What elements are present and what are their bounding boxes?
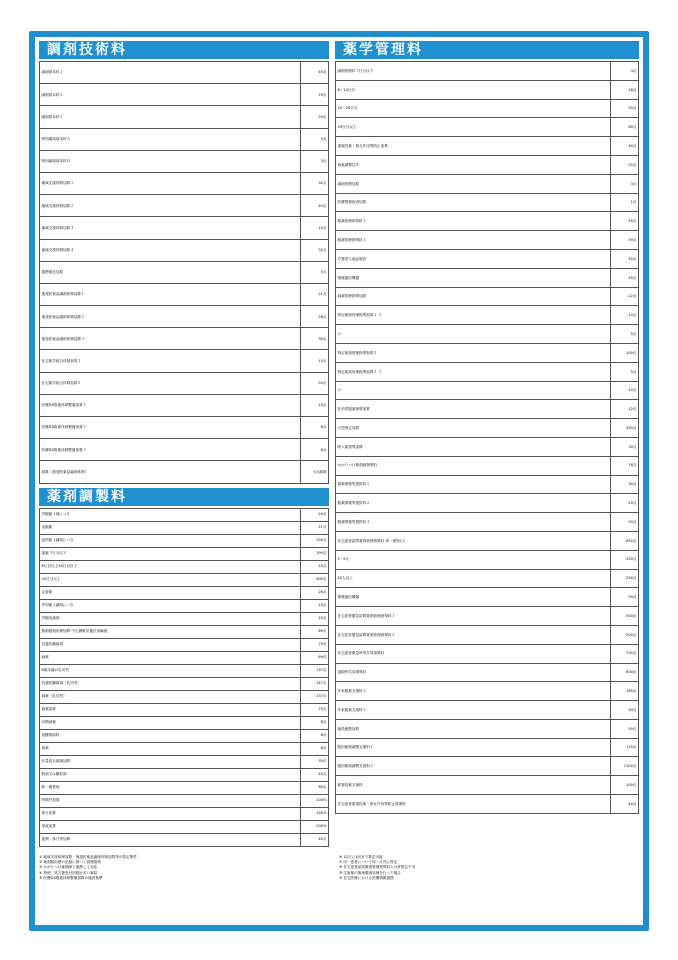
table-row [336,456,639,475]
table-row [40,394,329,416]
row-points: 147点 [301,677,329,690]
table-row [336,588,639,607]
row-label: 散剤又は顆粒剤 [40,768,301,781]
row-points: 50点 [611,513,639,532]
table-row [40,716,329,729]
row-points: 8点 [301,729,329,742]
preparation-table [39,508,329,847]
row-points: 100点 [611,343,639,362]
table-row [336,80,639,99]
row-label: 29日分以上 [40,573,301,586]
table-row [40,534,329,547]
table-row [336,287,639,306]
table-row [40,677,329,690]
table-row [336,738,639,757]
row-label: 服用薬剤調整支援料２ [336,757,611,776]
row-label: 時間外加算 [40,794,301,807]
row-label: 服用薬剤調整支援料１ [336,738,611,757]
row-points: 10点 [301,599,329,612]
row-points: 35点 [301,755,329,768]
table-row [336,475,639,494]
row-points: 10点 [301,612,329,625]
row-label: 重複投薬・相互作用等防止加算 [336,137,611,156]
row-label: 2〜9人 [336,550,611,569]
row-points: 21点 [301,521,329,534]
table-row [336,325,639,344]
preparation-header: 薬剤調製料 [39,488,329,506]
table-row [336,719,639,738]
row-points: 1100点 [611,757,639,776]
row-label: 調剤基本料１ [40,62,301,84]
row-label: 深夜加算 [40,820,301,833]
row-label: 退院時共同指導料 [336,663,611,682]
row-points: 8点 [301,417,329,439]
row-points: 30点 [611,475,639,494]
row-label: 屯服薬 [40,521,301,534]
pharm-mgmt-header: 薬学管理料 [335,41,639,59]
row-points: 600点 [611,663,639,682]
row-points: 140% [301,807,329,820]
row-points: 200点 [611,625,639,644]
row-points: 4点 [611,62,639,81]
table-row [336,343,639,362]
row-points: 30点 [301,328,329,350]
row-label: 夜間・休日等加算 [40,833,301,846]
row-points: 350点 [611,419,639,438]
row-points: 3点 [611,174,639,193]
row-points: 70点 [301,703,329,716]
row-label: 乳幼児服薬指導加算 [336,400,611,419]
table-row [336,99,639,118]
table-row [336,437,639,456]
row-label: 15〜28日分 [336,99,611,118]
row-points: 22点 [611,287,639,306]
table-row [40,703,329,716]
row-label: 在宅患者重複投薬・相互作用等防止管理料 [336,795,611,814]
table-row [336,531,639,550]
row-label: 外来服薬支援料１ [336,682,611,701]
table-row [40,172,329,194]
table-row [336,362,639,381]
row-label: 在宅患者緊急訪問薬剤管理指導料２ [336,625,611,644]
table-row [336,400,639,419]
row-points: 40点 [301,195,329,217]
row-points: 12点 [611,400,639,419]
table-row [40,794,329,807]
table-row [336,569,639,588]
row-points: 320点 [611,550,639,569]
table-row [336,193,639,212]
table-row [40,729,329,742]
table-row [336,757,639,776]
row-points: 45点 [301,62,329,84]
row-points: 26点 [301,586,329,599]
row-points: 29点 [301,84,329,106]
note-right: ⑧ 在宅患者訪問薬剤管理指導料との併算定不可 [339,865,416,870]
table-row [336,607,639,626]
table-row [336,174,639,193]
table-row [40,833,329,846]
table-row [336,419,639,438]
table-row [40,217,329,239]
row-points: 700点 [611,644,639,663]
row-label: 後発医薬品調剤体制加算３ [40,328,301,350]
row-label: 在宅薬学総合体制加算２ [40,372,301,394]
row-label: 特別調剤基本料Ａ [40,128,301,150]
left-column [39,41,329,847]
row-label: 覚醒剤原料 [40,729,301,742]
table-row [40,651,329,664]
table-row [40,417,329,439]
table-row [336,663,639,682]
table-row [336,682,639,701]
row-label: 特定薬剤管理指導加算２ [336,343,611,362]
row-label: 外用薬 1調剤につき [40,599,301,612]
row-points: 50点 [301,372,329,394]
row-label: 地域支援体制加算３ [40,217,301,239]
row-label: 残薬調整以外 [336,155,611,174]
note-left: ② 薬剤服用歴の記録に基づく管理指導 [39,860,101,865]
row-points: 10点 [301,560,329,573]
table-row [40,768,329,781]
table-row [40,261,329,283]
table-row [40,547,329,560]
row-points: 50点 [611,719,639,738]
table-row [40,742,329,755]
table-row [40,461,329,483]
row-points: 45点 [301,768,329,781]
table-row [336,155,639,174]
row-points: 32点 [301,239,329,261]
table-row [40,106,329,128]
row-points: 5点減算 [301,461,329,483]
row-label: 麻薬 [40,651,301,664]
row-points: 59点 [611,588,639,607]
table-row [40,372,329,394]
table-row [336,776,639,795]
table-row [40,586,329,599]
note-left: ③ かかりつけ薬剤師と連携して対応 [39,865,98,870]
row-label: 麻薬加算 [40,703,301,716]
row-label: 服薬管理指導料２ [336,231,611,250]
row-label: 小児特定加算 [336,419,611,438]
row-points: 40点 [611,795,639,814]
row-label: 10人以上 [336,569,611,588]
table-row [40,239,329,261]
table-row [40,690,329,703]
table-row [336,118,639,137]
right-column [335,41,639,814]
dispensing-tech-header: 調剤技術料 [39,41,329,59]
row-label: 医療DX推進体制整備加算１ [40,394,301,416]
table-row [336,795,639,814]
table-row [40,807,329,820]
table-row [336,231,639,250]
row-points: 69点 [301,625,329,638]
row-points: 30点 [611,437,639,456]
row-points: 24点 [301,106,329,128]
note-right: ⑥ 12月に1回まで算定可能 [339,855,383,859]
table-row [40,150,329,172]
row-points: 80点 [301,781,329,794]
table-row [336,249,639,268]
row-points: 50点 [611,99,639,118]
table-row [336,212,639,231]
row-points: 190点 [301,534,329,547]
row-label: 地域支援体制加算１ [40,172,301,194]
row-points: 10点 [301,394,329,416]
row-points: 137点 [301,690,329,703]
row-points: 79点 [301,638,329,651]
row-points: 5点 [611,325,639,344]
table-row [40,781,329,794]
row-label: 在宅薬学総合体制加算１ [40,350,301,372]
row-label: 施設連携加算 [336,719,611,738]
note-row [39,876,639,881]
row-label: 休日加算 [40,807,301,820]
row-label: ロ [336,325,611,344]
dispensing-basic-table [39,61,329,484]
row-label: 麻薬管理指導加算 [336,287,611,306]
table-row [40,820,329,833]
row-label: 服薬情報等提供料１ [336,475,611,494]
row-label: 後発医薬品調剤体制加算２ [40,306,301,328]
row-label: 吸入薬指導加算 [336,437,611,456]
document-body [35,37,643,925]
table-row [40,84,329,106]
row-points: 10点 [301,217,329,239]
row-points: 100点 [611,776,639,795]
note-right: ⑦ 同一患者について同一月内に算定 [339,860,398,865]
row-label: 情報通信機器 [336,268,611,287]
row-points: 59点 [611,231,639,250]
table-row [40,625,329,638]
table-row [40,508,329,521]
row-label: 8〜14日分 [336,80,611,99]
table-row [336,381,639,400]
row-label: 毒薬 [40,742,301,755]
row-label: 特定薬剤管理指導加算１ イ [336,306,611,325]
table-row [40,195,329,217]
table-row [336,625,639,644]
row-points: 6点 [301,439,329,461]
table-row [40,638,329,651]
row-label: 在宅患者緊急時等共同指導料 [336,644,611,663]
row-points: 185点 [611,682,639,701]
table-row [40,128,329,150]
table-row [336,701,639,720]
table-row [40,755,329,768]
row-label: 医療DX推進体制整備加算３ [40,439,301,461]
table-row [40,439,329,461]
row-points: 32点 [301,172,329,194]
row-points: 45点 [611,249,639,268]
table-row [40,573,329,586]
row-label: 後発医薬品調剤体制加算１ [40,283,301,305]
row-points: 290点 [611,569,639,588]
note-left: ④ 特例：処方箋受付回数が多い薬局 [39,870,98,875]
row-label: 調剤管理加算 [336,174,611,193]
row-label: 特定薬剤管理指導加算３ イ [336,362,611,381]
row-label: 特別調剤基本料Ｂ [40,150,301,172]
table-row [336,550,639,569]
row-label: 地域支援体制加算４ [40,239,301,261]
row-points: 76点 [611,456,639,475]
note-left: ① 地域支援体制加算・後発医薬品調剤体制加算等の算定要件 [39,855,137,859]
row-points: 40点 [611,137,639,156]
table-row [40,328,329,350]
row-label: 6歳未満の乳幼児 [40,664,301,677]
row-label: 減算（後発医薬品調剤体制） [40,461,301,483]
row-label: 内服用滴剤 [40,612,301,625]
table-row [40,599,329,612]
row-label: 服薬情報等提供料２ [336,494,611,513]
table-row [336,513,639,532]
row-label: 医療情報取得加算 [336,193,611,212]
row-points: 28点 [611,80,639,99]
table-row [40,350,329,372]
row-points: 190点 [301,547,329,560]
row-points: 69点 [301,651,329,664]
row-points: 3点 [301,150,329,172]
row-points: 40点 [301,833,329,846]
row-label: 湯薬 7日分以下 [40,547,301,560]
table-row [336,62,639,81]
row-label: 服薬管理指導料１ [336,212,611,231]
row-label: 経管投薬支援料 [336,776,611,795]
row-points: 1点 [611,193,639,212]
document-frame [29,31,649,931]
table-row [40,283,329,305]
table-row [40,664,329,677]
row-points: 10点 [611,381,639,400]
row-label: 向精神薬 [40,716,301,729]
row-label: 抗悪性腫瘍剤 [40,638,301,651]
row-points: 45点 [611,212,639,231]
row-label: 浸煎薬 1調剤につき [40,534,301,547]
row-points: 5点 [611,362,639,381]
row-label: 注射薬 [40,586,301,599]
row-points: 8点 [301,742,329,755]
row-label: 医療DX推進体制整備加算２ [40,417,301,439]
row-label: 服薬情報等提供料３ [336,513,611,532]
note-right: ⑨ 注射薬の無菌製剤処理を行った場合 [339,870,401,875]
table-row [40,306,329,328]
row-label: 外来服薬支援料２ [336,701,611,720]
row-label: 介護老人福祉施設 [336,249,611,268]
pharm-mgmt-table [335,61,639,814]
table-row [336,644,639,663]
row-label: 8日目以上28日目以下 [40,560,301,573]
row-points: 15点 [301,350,329,372]
row-points: 28点 [301,306,329,328]
row-points: 650点 [611,531,639,550]
row-points: 21点 [301,283,329,305]
table-row [336,268,639,287]
row-points: 5点 [301,128,329,150]
row-points: 10点 [611,306,639,325]
row-points: 200% [301,820,329,833]
row-points: 34点 [611,701,639,720]
row-points: 60点 [611,118,639,137]
table-row [336,137,639,156]
row-points: 137点 [301,664,329,677]
row-label: 29日分以上 [336,118,611,137]
table-row [336,494,639,513]
table-row [40,560,329,573]
row-label: 無菌製剤処理加算 中心静脈栄養法用輸液 [40,625,301,638]
note-right: ⑩ 在宅医療における医療情報連携 [339,875,394,880]
row-points: 125点 [611,738,639,757]
row-label: 抗悪性腫瘍剤（乳幼児） [40,677,301,690]
row-points: 8点 [301,716,329,729]
row-label: 連携強化加算 [40,261,301,283]
row-label: 地域支援体制加算２ [40,195,301,217]
row-label: 調剤管理料 7日分以下 [336,62,611,81]
footnotes [39,855,639,881]
row-label: 計量混合調剤加算 [40,755,301,768]
row-label: 麻薬（乳幼児） [40,690,301,703]
row-points: 5点 [301,261,329,283]
row-label: 内服薬 1剤につき [40,508,301,521]
row-label: 在宅患者訪問薬剤管理指導料 単一建物1人 [336,531,611,550]
row-label: ロ [336,381,611,400]
row-label: 調剤基本料３ [40,106,301,128]
row-points: 400点 [301,573,329,586]
row-label: 在宅患者緊急訪問薬剤管理指導料１ [336,607,611,626]
table-row [40,612,329,625]
row-points: 20点 [611,155,639,174]
row-label: かかりつけ薬剤師指導料 [336,456,611,475]
note-left: ⑤ 医療DX推進体制整備加算の施設基準 [39,875,103,880]
row-points: 20点 [611,494,639,513]
row-points: 100% [301,794,329,807]
row-points: 500点 [611,607,639,626]
row-label: 軟・硬膏剤 [40,781,301,794]
table-row [336,306,639,325]
row-points: 24点 [301,508,329,521]
table-row [40,521,329,534]
row-label: 調剤基本料２ [40,84,301,106]
row-points: 45点 [611,268,639,287]
row-label: 情報通信機器 [336,588,611,607]
table-row [40,62,329,84]
